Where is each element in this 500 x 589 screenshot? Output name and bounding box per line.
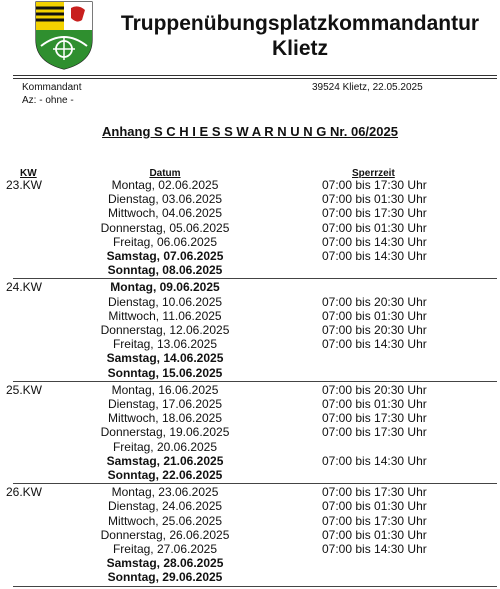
schedule-date: Donnerstag, 12.06.2025 (100, 323, 230, 337)
schedule-date: Freitag, 27.06.2025 (112, 542, 218, 556)
schedule-date: Montag, 09.06.2025 (110, 280, 220, 295)
blocking-time: 07:00 bis 01:30 Uhr (322, 397, 427, 411)
blocking-time: 07:00 bis 17:30 Uhr (322, 425, 427, 440)
coat-of-arms-icon (33, 0, 95, 70)
schedule-row (0, 249, 500, 263)
schedule-row (0, 263, 500, 277)
week-divider (13, 278, 497, 279)
week-number: 23.KW (6, 178, 43, 192)
blocking-time: 07:00 bis 14:30 Uhr (322, 453, 427, 468)
schedule-date: Donnerstag, 19.06.2025 (100, 425, 230, 440)
schedule-row (0, 206, 500, 220)
schedule-date: Sonntag, 22.06.2025 (107, 468, 223, 482)
org-title-line1: Truppenübungsplatzkommandantur (120, 12, 480, 35)
schedule-date: Montag, 16.06.2025 (111, 382, 219, 397)
blocking-time: 07:00 bis 14:30 Uhr (322, 337, 427, 352)
column-header-datum: Datum (149, 168, 181, 179)
schedule-date: Samstag, 07.06.2025 (106, 249, 224, 263)
blocking-time: 07:00 bis 01:30 Uhr (322, 527, 427, 542)
week-divider (13, 381, 497, 382)
column-header-sperrzeit: Sperrzeit (352, 168, 395, 179)
schedule-row (0, 192, 500, 206)
schedule-row (0, 351, 500, 365)
schedule-date: Donnerstag, 26.06.2025 (100, 527, 230, 542)
blocking-time: 07:00 bis 17:30 Uhr (322, 485, 427, 500)
schedule-row (0, 280, 500, 294)
blocking-time: 07:00 bis 20:30 Uhr (322, 382, 427, 397)
blocking-time: 07:00 bis 17:30 Uhr (322, 206, 427, 221)
schedule-date: Sonntag, 29.06.2025 (107, 570, 223, 585)
header-divider (13, 75, 497, 79)
schedule-row (0, 570, 500, 584)
schedule-date: Samstag, 14.06.2025 (106, 351, 224, 366)
annex-title: Anhang S C H I E S S W A R N U N G Nr. 06/2025 (102, 124, 398, 139)
schedule-row (0, 337, 500, 351)
schedule-row (0, 556, 500, 570)
week-divider (13, 483, 497, 484)
schedule-date: Sonntag, 08.06.2025 (107, 263, 223, 278)
schedule-date: Montag, 23.06.2025 (111, 485, 219, 500)
blocking-time: 07:00 bis 14:30 Uhr (322, 542, 427, 556)
commander-label: Kommandant (22, 82, 82, 93)
place-date: 39524 Klietz, 22.05.2025 (312, 82, 423, 93)
blocking-time: 07:00 bis 20:30 Uhr (322, 323, 427, 337)
reference-label: Az: - ohne - (22, 95, 74, 106)
week-divider (13, 586, 497, 587)
schedule-row (0, 397, 500, 411)
schedule-date: Samstag, 28.06.2025 (106, 556, 224, 571)
schedule-date: Freitag, 06.06.2025 (112, 234, 218, 249)
column-header-kw: KW (20, 168, 37, 179)
schedule-row (0, 514, 500, 528)
schedule-date: Dienstag, 03.06.2025 (107, 192, 223, 207)
schedule-row (0, 542, 500, 556)
schedule-row (0, 425, 500, 439)
blocking-time: 07:00 bis 01:30 Uhr (322, 192, 427, 207)
schedule-date: Mittwoch, 25.06.2025 (107, 513, 223, 528)
schedule-date: Freitag, 20.06.2025 (112, 439, 218, 454)
schedule-row (0, 468, 500, 482)
schedule-row (0, 295, 500, 309)
schedule-date: Montag, 02.06.2025 (111, 178, 219, 192)
schedule-row (0, 383, 500, 397)
blocking-time: 07:00 bis 01:30 Uhr (322, 499, 427, 514)
blocking-time: 07:00 bis 01:30 Uhr (322, 308, 427, 323)
week-number: 24.KW (6, 280, 43, 295)
schedule-row (0, 499, 500, 513)
schedule-row (0, 323, 500, 337)
schedule-row (0, 178, 500, 192)
schedule-row (0, 235, 500, 249)
blocking-time: 07:00 bis 20:30 Uhr (322, 294, 427, 309)
blocking-time: 07:00 bis 17:30 Uhr (322, 178, 427, 192)
schedule-row (0, 528, 500, 542)
schedule-row (0, 485, 500, 499)
org-title-line2: Klietz (271, 37, 328, 60)
week-number: 26.KW (6, 485, 43, 500)
schedule-date: Freitag, 13.06.2025 (112, 337, 218, 352)
schedule-row (0, 366, 500, 380)
blocking-time: 07:00 bis 01:30 Uhr (322, 220, 427, 235)
schedule-row (0, 221, 500, 235)
schedule-date: Sonntag, 15.06.2025 (107, 365, 223, 380)
schedule-date: Dienstag, 24.06.2025 (107, 499, 223, 514)
schedule-row (0, 309, 500, 323)
blocking-time: 07:00 bis 14:30 Uhr (322, 234, 427, 249)
schedule-row (0, 440, 500, 454)
week-number: 25.KW (6, 382, 43, 397)
schedule-date: Dienstag, 17.06.2025 (107, 397, 223, 411)
blocking-time: 07:00 bis 14:30 Uhr (322, 249, 427, 263)
schedule-date: Mittwoch, 18.06.2025 (107, 411, 223, 426)
blocking-time: 07:00 bis 17:30 Uhr (322, 411, 427, 426)
schedule-date: Samstag, 21.06.2025 (106, 453, 224, 468)
schedule-date: Donnerstag, 05.06.2025 (100, 220, 230, 235)
schedule-date: Mittwoch, 04.06.2025 (107, 206, 223, 221)
schedule-row (0, 411, 500, 425)
blocking-time: 07:00 bis 17:30 Uhr (322, 513, 427, 528)
schedule-row (0, 454, 500, 468)
schedule-date: Mittwoch, 11.06.2025 (108, 308, 222, 323)
schedule-date: Dienstag, 10.06.2025 (107, 294, 223, 309)
